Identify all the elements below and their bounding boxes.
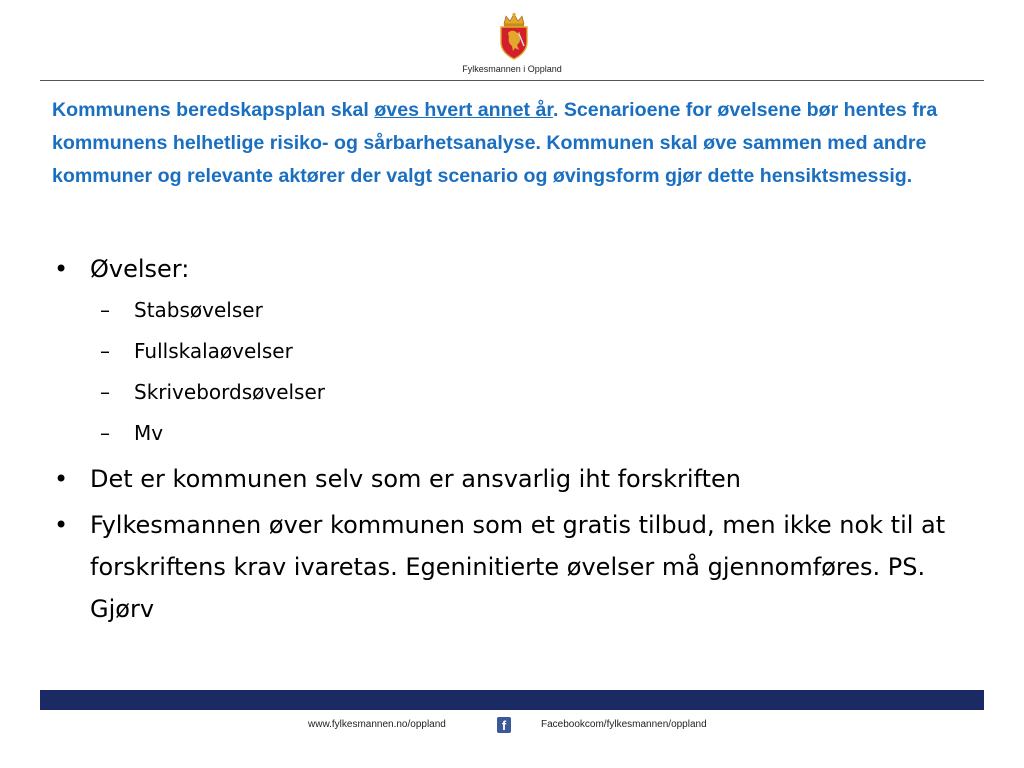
slide-header <box>0 0 1024 80</box>
bullet-icon: • <box>54 255 69 283</box>
dash-icon: – <box>100 380 110 404</box>
bullet-item-ovelser <box>50 248 970 290</box>
bullet-item-ansvarlig <box>50 458 970 500</box>
bullet-text: Det er kommunen selv som er ansvarlig iht forskriften <box>90 465 741 493</box>
sub-item-skrivebordsovelser <box>50 372 970 413</box>
footer-band <box>40 690 984 710</box>
bullet-text: Fylkesmannen øver kommunen som et gratis tilbud, men ikke nok til at forskriftens krav ivaretas. Egeninitierte øvelser må gjennomføres. PS. Gjørv <box>90 511 946 623</box>
bullet-text: Øvelser: <box>90 255 190 283</box>
facebook-icon[interactable]: f <box>497 717 511 733</box>
sub-item-stabsovelser <box>50 290 970 331</box>
bullet-icon: • <box>54 465 69 493</box>
sub-item-text: Skrivebordsøvelser <box>134 380 325 404</box>
sub-item-fullskalaovelser <box>50 331 970 372</box>
sub-item-text: Stabsøvelser <box>134 298 263 322</box>
bullet-item-fylkesmannen <box>50 504 970 630</box>
slide-title <box>52 94 982 193</box>
title-underlined-text: øves hvert annet år <box>374 99 553 121</box>
facebook-link[interactable]: Facebookcom/fylkesmannen/oppland <box>541 719 707 730</box>
bullet-icon: • <box>54 511 69 539</box>
dash-icon: – <box>100 421 110 445</box>
coat-of-arms-icon <box>496 12 532 60</box>
slide-footer <box>0 716 1024 736</box>
dash-icon: – <box>100 298 110 322</box>
website-link[interactable]: www.fylkesmannen.no/oppland <box>308 719 446 730</box>
title-text-start: Kommunens beredskapsplan skal <box>52 99 375 121</box>
organization-name: Fylkesmannen i Oppland <box>462 64 562 74</box>
sub-item-text: Mv <box>134 421 164 445</box>
sub-item-text: Fullskalaøvelser <box>134 339 293 363</box>
header-divider <box>40 80 984 81</box>
dash-icon: – <box>100 339 110 363</box>
slide-content <box>50 248 970 630</box>
sub-item-mv <box>50 413 970 454</box>
title-text-end: . Scenarioene for øvelsene bør hentes fra kommunens helhetlige risiko- og sårbarhetsanalyse. Kommunen skal øve sammen med andre kommuner og relevante aktører der valgt scenario og øvingsform gjør dette hensiktsmessig. <box>52 99 938 187</box>
